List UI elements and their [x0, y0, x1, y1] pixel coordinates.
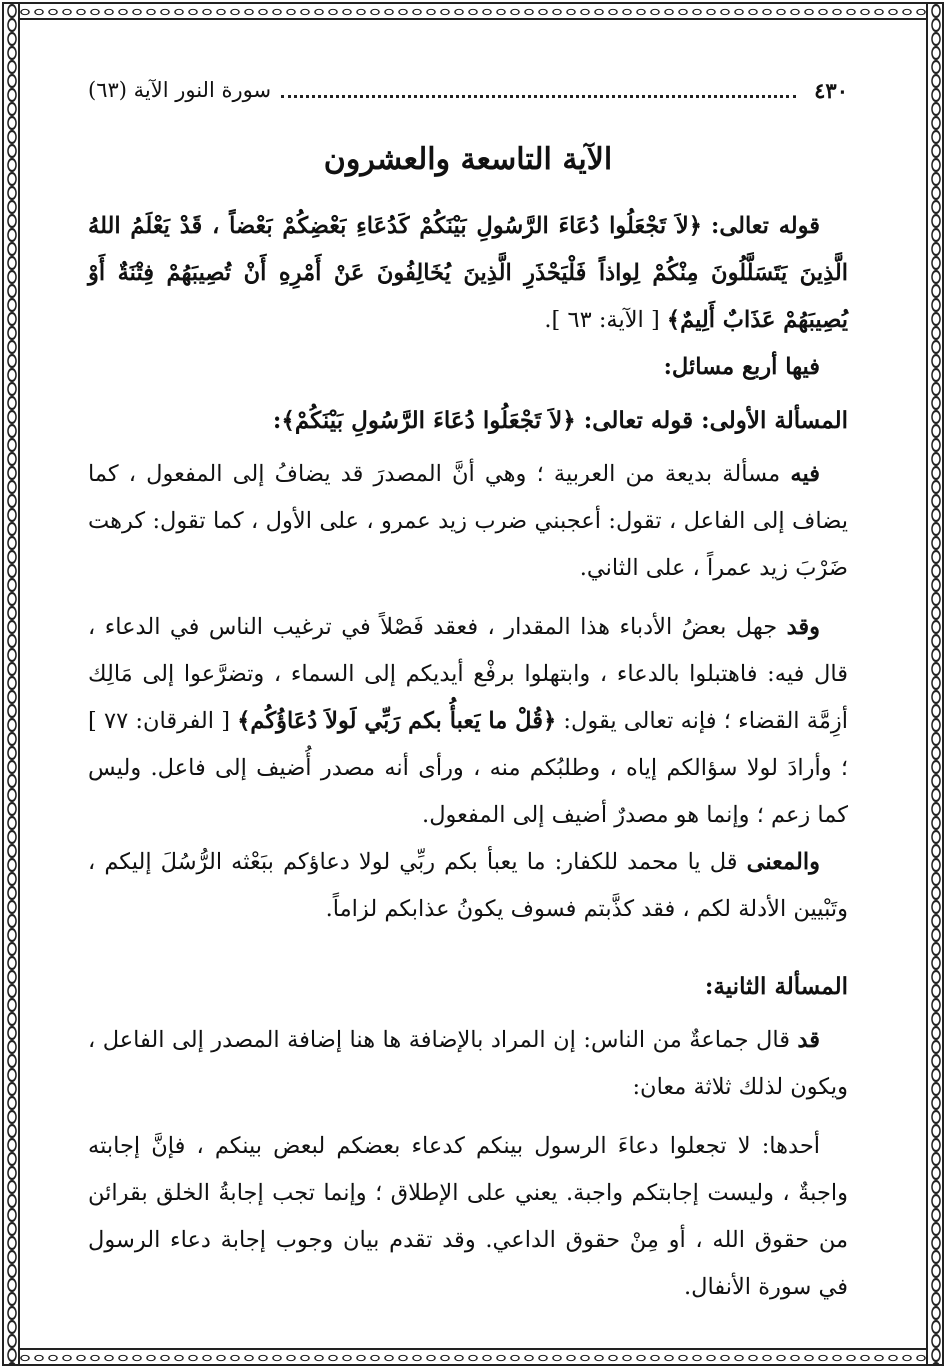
issue1-label: المسألة الأولى: قوله تعالى: — [583, 407, 848, 434]
issue1-paragraph-2 — [88, 604, 848, 839]
issue1-paragraph-1 — [88, 451, 848, 592]
ornamental-border-top — [2, 2, 944, 20]
surah-reference: سورة النور الآية (٦٣) — [88, 78, 272, 102]
issue2-paragraph-2: أحدها: لا تجعلوا دعاءَ الرسول بينكم كدعاء بعضكم لبعض بينكم ، فإنَّ إجابته واجبةٌ ، وليست إجابتكم واجبة. يعني على الإطلاق ؛ وإنما تجب إجابةُ الخلق بقرائن من حقوق الله ، أو مِنْ حقوق الداعي. وقد تقدم بيان وجوب إجابة دعاء الرسول في سورة الأنفال. — [88, 1133, 848, 1300]
issue1-p3-text: قل يا محمد للكفار: ما يعبأ بكم ربِّي لولا دعاؤكم ببَعْثه الرُّسُلَ إليكم ، وتَبْيين الأدلة لكم ، فقد كذَّبتم فسوف يكونُ عذابكم لزاماً. — [88, 849, 848, 922]
page-content — [88, 70, 848, 1310]
issues-count: فيها أربع مسائل: — [663, 354, 820, 380]
issue1-verse: ﴿لاَ تَجْعَلُوا دُعَاءَ الرَّسُولِ بَيْنَكُمْ﴾: — [272, 407, 576, 434]
issue2-heading: المسألة الثانية: — [704, 973, 848, 1000]
issue1-paragraph-3 — [88, 839, 848, 933]
issue2-p1-text: قال جماعةٌ من الناس: إن المراد بالإضافة ها هنا إضافة المصدر إلى الفاعل ، ويكون لذلك ثلاثة معان: — [88, 1027, 848, 1100]
ornamental-border-left — [2, 2, 20, 1366]
intro-lead: قوله تعالى: — [711, 213, 820, 239]
intro-verse: ﴿لاَ تَجْعَلُوا دُعَاءَ الرَّسُولِ بَيْنَكُمْ كَدُعَاءِ بَعْضِكُمْ بَعْضاً ، قَدْ يَعْلَمُ اللهُ الَّذِينَ يَتَسَلَّلُونَ مِنْكُمْ لِواذاً فَلْيَحْذَرِ الَّذِينَ يُخَالِفُونَ عَنْ أَمْرِهِ أَنْ تُصِيبَهُمْ فِتْنَةٌ أَوْ يُصِيبَهُمْ عَذَابٌ أَلِيمٌ﴾ — [88, 213, 848, 333]
section-title: الآية التاسعة والعشرون — [323, 142, 613, 177]
intro-reference: [ الآية: ٦٣ ]. — [544, 307, 660, 333]
issue1-p2-text-a: جهل بعضُ الأدباء هذا المقدار ، فعقد فَصْلاً في ترغيب الناس في الدعاء ، قال فيه: فاهتبلوا بالدعاء ، وابتهلوا برفْع أيديكم إلى السماء ، وتضرَّعوا إلى مَالِك أزِمَّة القضاء ؛ فإنه تعالى يقول: — [88, 614, 849, 734]
issue2-p1-lead: قد — [797, 1027, 820, 1053]
ornamental-border-bottom — [2, 1348, 944, 1366]
running-header — [88, 70, 848, 110]
issue1-p2-lead: وقد — [786, 614, 820, 640]
issue1-p1-lead: فيه — [790, 461, 820, 487]
issue1-p2-text-b: [ الفرقان: ٧٧ ] ؛ وأرادَ لولا سؤالكم إياه ، وطلبُكم منه ، ورأى أنه مصدر أُضيف إلى فاعل. وليس كما زعم ؛ وإنما هو مصدرٌ أضيف إلى المفعول. — [88, 708, 848, 828]
ornamental-border-right — [926, 2, 944, 1366]
page-number: ٤٣٠ — [814, 77, 848, 103]
intro-paragraph — [88, 203, 848, 344]
issue1-p3-lead: والمعنى — [746, 849, 820, 875]
issue1-heading — [88, 395, 848, 447]
header-dot-leader — [281, 83, 796, 98]
issue1-p1-text: مسألة بديعة من العربية ؛ وهي أنَّ المصدرَ قد يضافُ إلى المفعول ، كما يضاف إلى الفاعل ، تقول: أعجبني ضرب زيد عمرو ، على الأول ، كما تقول: كرهت ضَرْبَ زيد عمراً ، على الثاني. — [88, 461, 848, 581]
issue2-paragraph-1 — [88, 1017, 848, 1111]
issue1-p2-verse: ﴿قُلْ ما يَعبأُ بكم رَبِّي لَولاَ دُعَاؤُكُم﴾ — [237, 708, 557, 734]
